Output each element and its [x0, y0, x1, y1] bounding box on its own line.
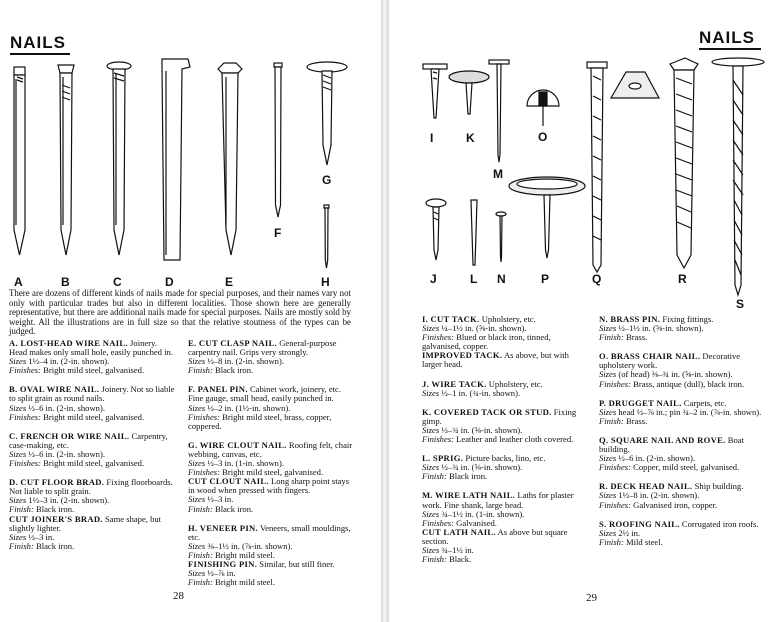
intro-paragraph: There are dozens of different kinds of nails made for special purposes, and their names vary not only with particular trades but also in different localities. Those shown here are generally representative, but there are additional nails made for special purposes. Nails are mostly sold by weight. All the illustrations are in full size so that the relative stoutness of the types can be judged.: [9, 288, 351, 337]
entry-description: Carpentry, case-making, etc.: [9, 430, 168, 450]
nail-entry: [422, 315, 587, 351]
nail-entry: [188, 385, 353, 430]
entry-description: Same shape, but slightly lighter.: [9, 513, 162, 533]
entry-title: Q. SQUARE NAIL AND ROVE.: [599, 434, 726, 445]
figure-label: D: [165, 275, 174, 289]
entry-sizes: ½–3 in.: [28, 531, 55, 542]
figure-label: K: [466, 131, 475, 145]
finish-label: Finishes:: [9, 411, 41, 422]
figure-label: I: [430, 131, 434, 145]
nail-illustration-a: [14, 67, 25, 255]
nail-entry: [599, 352, 764, 388]
nail-entry: [422, 351, 587, 369]
entry-finish: Bright mild steel, galvanised.: [43, 411, 145, 422]
entry-finish: Brass.: [625, 415, 648, 426]
finish-label: Finishes:: [599, 462, 631, 473]
nail-illustration-p: [509, 177, 585, 258]
entry-description: Upholstery, etc.: [481, 314, 536, 324]
left-column-1: [9, 339, 177, 561]
finish-label: Finishes:: [188, 411, 220, 422]
entry-finish: Black iron.: [35, 504, 75, 515]
sizes-label: Sizes: [422, 424, 440, 435]
sizes-label: Sizes: [599, 369, 617, 380]
entry-description: Upholstery, etc.: [488, 378, 543, 389]
entry-description: Fixing floorboards. Not liable to split grain.: [9, 477, 173, 497]
entry-sizes: ½–6 in. (2-in. shown).: [28, 448, 105, 459]
figure-label: L: [470, 272, 478, 286]
nail-illustration-d: [162, 59, 190, 260]
entry-title: B. OVAL WIRE NAIL.: [9, 384, 100, 395]
sizes-label: Sizes: [422, 323, 440, 334]
figure-label: A: [14, 275, 23, 289]
finish-label: Finish:: [599, 332, 624, 343]
nail-entry: [9, 339, 177, 375]
entry-description: Laths for plaster work. Fine shank, large head.: [422, 490, 574, 510]
finish-label: Finish:: [422, 554, 447, 565]
sizes-label: Sizes: [422, 462, 440, 473]
entry-sizes: ¼–1½ in. (⅝-in. shown).: [441, 323, 527, 334]
nail-illustration-g: [307, 62, 347, 165]
entry-title: C. FRENCH OR WIRE NAIL.: [9, 430, 130, 441]
sizes-label: Sizes: [188, 356, 206, 367]
entry-title: CUT JOINER'S BRAD.: [9, 513, 103, 524]
sizes-label: Sizes: [599, 490, 617, 501]
entry-title: K. COVERED TACK OR STUD.: [422, 406, 552, 417]
nail-illustration-e: [218, 63, 242, 255]
entry-finish: Bright mild steel.: [214, 577, 275, 588]
figure-label: B: [61, 275, 70, 289]
nail-illustration-h: [324, 205, 329, 268]
entry-title: P. DRUGGET NAIL.: [599, 397, 682, 408]
entry-sizes: ½–2 in. (1½-in. shown).: [207, 402, 291, 413]
entry-description: Similar, but still finer.: [259, 558, 335, 569]
entry-sizes: ½–6 in. (2-in. shown).: [28, 402, 105, 413]
entry-finish: Black iron.: [214, 503, 254, 514]
nail-entry: [599, 520, 764, 547]
finish-label: Finishes:: [9, 458, 41, 469]
entry-title: FINISHING PIN.: [188, 558, 258, 569]
finish-label: Finishes:: [9, 365, 41, 376]
entry-description: Boat building.: [599, 434, 744, 455]
figure-label: F: [274, 226, 282, 240]
finish-label: Finish:: [188, 365, 213, 376]
entry-sizes: ½–3 in. (1-in. shown).: [207, 458, 284, 469]
nail-entry: [422, 380, 587, 398]
figure-label: G: [322, 173, 332, 187]
rove-illustration: [611, 72, 659, 98]
nail-entry: [9, 432, 177, 468]
finish-label: Finish:: [9, 504, 34, 515]
entry-description: As above, but with larger head.: [422, 350, 569, 370]
nail-entry: [9, 515, 177, 551]
entry-sizes: 1½–3 in. (2-in. shown).: [28, 495, 110, 506]
figure-label: N: [497, 272, 506, 286]
entry-finish: Bright mild steel, galvanised.: [43, 458, 145, 469]
entry-sizes: ½–1½ in. (⅝-in. shown).: [618, 323, 704, 334]
sizes-label: Sizes: [9, 402, 27, 413]
entry-title: CUT CLOUT NAIL.: [188, 476, 269, 487]
nail-illustration-r: [670, 58, 698, 268]
entry-sizes: (of head) ⅜–¾ in. (⅝-in. shown).: [618, 369, 733, 380]
nail-illustration-k: [449, 71, 489, 114]
sizes-label: Sizes: [599, 323, 617, 334]
nail-entry: [422, 454, 587, 481]
nail-illustration-i: [423, 64, 447, 118]
nail-illustration-c: [107, 62, 131, 255]
nail-entry: [599, 399, 764, 426]
entry-title: O. BRASS CHAIR NAIL.: [599, 351, 701, 362]
sizes-label: Sizes: [9, 531, 27, 542]
entry-sizes: 1½–8 in. (2-in. shown).: [618, 490, 700, 501]
figure-label: C: [113, 275, 122, 289]
page-heading-right: NAILS: [699, 28, 755, 47]
entry-sizes: ½–¾ in. (⅝-in. shown).: [441, 424, 523, 435]
entry-description: General-purpose carpentry nail. Grips very strongly.: [188, 338, 337, 358]
entry-sizes: 1½–4 in. (2-in. shown).: [28, 356, 110, 367]
finish-label: Finishes:: [422, 434, 454, 445]
nail-illustration-q: [587, 62, 607, 272]
figure-label: E: [225, 275, 234, 289]
entry-description: Long sharp point stays in wood when pressed with fingers.: [188, 476, 350, 496]
page-number-left: 28: [173, 590, 184, 602]
entry-title: G. WIRE CLOUT NAIL.: [188, 439, 287, 450]
finish-label: Finish:: [188, 503, 213, 514]
sizes-label: Sizes: [188, 568, 206, 579]
finish-label: Finishes:: [599, 378, 631, 389]
right-page: [389, 0, 770, 622]
entry-sizes: ¾–1½ in. (1-in. shown).: [441, 508, 525, 519]
nail-illustration-o: [527, 90, 559, 126]
sizes-label: Sizes: [599, 406, 617, 417]
finish-label: Finishes:: [422, 517, 454, 528]
figure-label: Q: [592, 272, 602, 286]
figure-label: S: [736, 297, 745, 311]
entry-title: A. LOST-HEAD WIRE NAIL.: [9, 338, 128, 348]
nail-illustrations-left: [0, 55, 381, 290]
entry-finish: Bright mild steel, galvanised.: [222, 467, 324, 478]
nail-entry: [9, 478, 177, 514]
finish-label: Finishes:: [422, 332, 454, 343]
entry-description: Roofing felt, chair webbing, canvas, etc.: [188, 439, 353, 459]
nail-entry: [599, 315, 764, 342]
entry-finish: Mild steel.: [625, 536, 663, 547]
nail-entry: [188, 339, 353, 375]
entry-finish: Copper, mild steel, galvanised.: [633, 462, 740, 473]
entry-title: R. DECK HEAD NAIL.: [599, 481, 693, 492]
nail-entry: [422, 528, 587, 564]
entry-sizes: head ½–⅞ in.; pin ¾–2 in. (⅞-in. shown).: [618, 406, 762, 417]
entry-description: Picture backs, lino, etc.: [465, 453, 546, 464]
nail-entry: [188, 441, 353, 477]
left-column-2: [188, 339, 353, 597]
entry-finish: Black iron.: [214, 365, 254, 376]
finish-label: Finish:: [599, 536, 624, 547]
entry-title: D. CUT FLOOR BRAD.: [9, 477, 105, 488]
sizes-label: Sizes: [599, 527, 617, 538]
entry-title: IMPROVED TACK.: [422, 350, 503, 361]
nail-illustration-s: [712, 58, 764, 295]
finish-label: Finish:: [599, 415, 624, 426]
nail-entry: [9, 385, 177, 421]
sizes-label: Sizes: [188, 402, 206, 413]
entry-sizes: 2½ in.: [618, 527, 641, 538]
entry-finish: Leather and leather cloth covered.: [456, 434, 574, 445]
entry-title: E. CUT CLASP NAIL.: [188, 338, 278, 348]
sizes-label: Sizes: [422, 544, 440, 555]
book-gutter: [381, 0, 389, 622]
entry-title: S. ROOFING NAIL.: [599, 518, 680, 529]
entry-finish: Black.: [448, 554, 472, 565]
finish-label: Finish:: [188, 577, 213, 588]
entry-title: I. CUT TACK.: [422, 314, 480, 324]
nail-illustration-m: [489, 60, 509, 162]
entry-title: H. VENEER PIN.: [188, 522, 258, 533]
figure-label: P: [541, 272, 550, 286]
right-column-1: [422, 315, 587, 574]
sizes-label: Sizes: [9, 448, 27, 459]
figure-label: R: [678, 272, 687, 286]
entry-finish: Black iron.: [448, 471, 488, 482]
left-page: [0, 0, 381, 622]
sizes-label: Sizes: [188, 494, 206, 505]
entry-description: Corrugated iron roofs.: [681, 518, 759, 529]
figure-label: H: [321, 275, 330, 289]
entry-title: F. PANEL PIN.: [188, 384, 248, 395]
finish-label: Finish:: [422, 471, 447, 482]
figure-label: O: [538, 130, 548, 144]
finish-label: Finish:: [9, 540, 34, 551]
entry-description: Cabinet work, joinery, etc. Fine gauge, small head, easily punched in.: [188, 384, 342, 404]
entry-sizes: ½–3 in.: [207, 494, 234, 505]
entry-description: Carpets, etc.: [683, 397, 727, 408]
entry-sizes: ⅜–1½ in. (⅞-in. shown).: [207, 540, 293, 551]
entry-description: Joinery. Not so liable to split grain as round nails.: [9, 384, 175, 404]
entry-finish: Black iron.: [35, 540, 75, 551]
nail-illustration-j: [426, 199, 446, 260]
entry-finish: Bright mild steel, brass, copper, coppered.: [188, 411, 332, 431]
entry-finish: Brass.: [625, 332, 648, 343]
page-heading-left: NAILS: [10, 33, 66, 52]
entry-sizes: ½–1 in. (¾-in. shown).: [441, 387, 521, 398]
sizes-label: Sizes: [9, 495, 27, 506]
sizes-label: Sizes: [422, 508, 440, 519]
nail-illustration-l: [471, 200, 477, 265]
entry-title: N. BRASS PIN.: [599, 314, 661, 324]
nail-entry: [188, 524, 353, 560]
entry-description: Fixing gimp.: [422, 406, 577, 426]
entry-title: J. WIRE TACK.: [422, 378, 487, 389]
entry-description: Joinery. Head makes only small hole, easily punched in.: [9, 338, 173, 358]
entry-title: M. WIRE LATH NAIL.: [422, 490, 516, 501]
nail-entry: [188, 477, 353, 513]
entry-finish: Bright mild steel, galvanised.: [43, 365, 145, 376]
nail-illustration-n: [496, 212, 506, 262]
entry-sizes: ½–6 in. (2-in. shown).: [618, 453, 695, 464]
finish-label: Finishes:: [188, 467, 220, 478]
entry-title: L. SPRIG.: [422, 453, 464, 464]
entry-description: Ship building.: [694, 481, 744, 492]
entry-finish: Blued or black iron, tinned, galvanised, copper.: [422, 332, 551, 352]
nail-illustration-b: [58, 65, 74, 255]
finish-label: Finish:: [188, 549, 213, 560]
sizes-label: Sizes: [188, 540, 206, 551]
figure-label: J: [430, 272, 437, 286]
nail-entry: [599, 436, 764, 472]
entry-description: Decorative upholstery work.: [599, 351, 741, 371]
entry-finish: Bright mild steel.: [214, 549, 275, 560]
nail-entry: [599, 482, 764, 509]
entry-sizes: ½–8 in. (2-in. shown).: [207, 356, 284, 367]
entry-finish: Brass, antique (dull), black iron.: [633, 378, 745, 389]
nail-entry: [188, 560, 353, 587]
entry-sizes: ¾–1½ in.: [441, 544, 474, 555]
finish-label: Finishes:: [599, 499, 631, 510]
entry-sizes: ½–⅞ in.: [207, 568, 236, 579]
entry-finish: Galvanised.: [456, 517, 497, 528]
sizes-label: Sizes: [599, 453, 617, 464]
nail-illustrations-right: [389, 50, 770, 312]
entry-description: Fixing fittings.: [662, 314, 714, 324]
entry-sizes: ½–¾ in. (⅝-in. shown).: [441, 462, 523, 473]
entry-finish: Galvanised iron, copper.: [633, 499, 718, 510]
entry-description: Veneers, small mouldings, etc.: [188, 522, 351, 542]
nail-entry: [422, 408, 587, 444]
nail-entry: [422, 491, 587, 527]
sizes-label: Sizes: [188, 458, 206, 469]
figure-label: M: [493, 167, 503, 181]
entry-description: As above but square section.: [422, 526, 568, 546]
entry-title: CUT LATH NAIL.: [422, 526, 496, 537]
sizes-label: Sizes: [422, 387, 440, 398]
page-number-right: 29: [586, 592, 597, 604]
right-column-2: [599, 315, 764, 557]
nail-illustration-f: [274, 63, 282, 217]
sizes-label: Sizes: [9, 356, 27, 367]
